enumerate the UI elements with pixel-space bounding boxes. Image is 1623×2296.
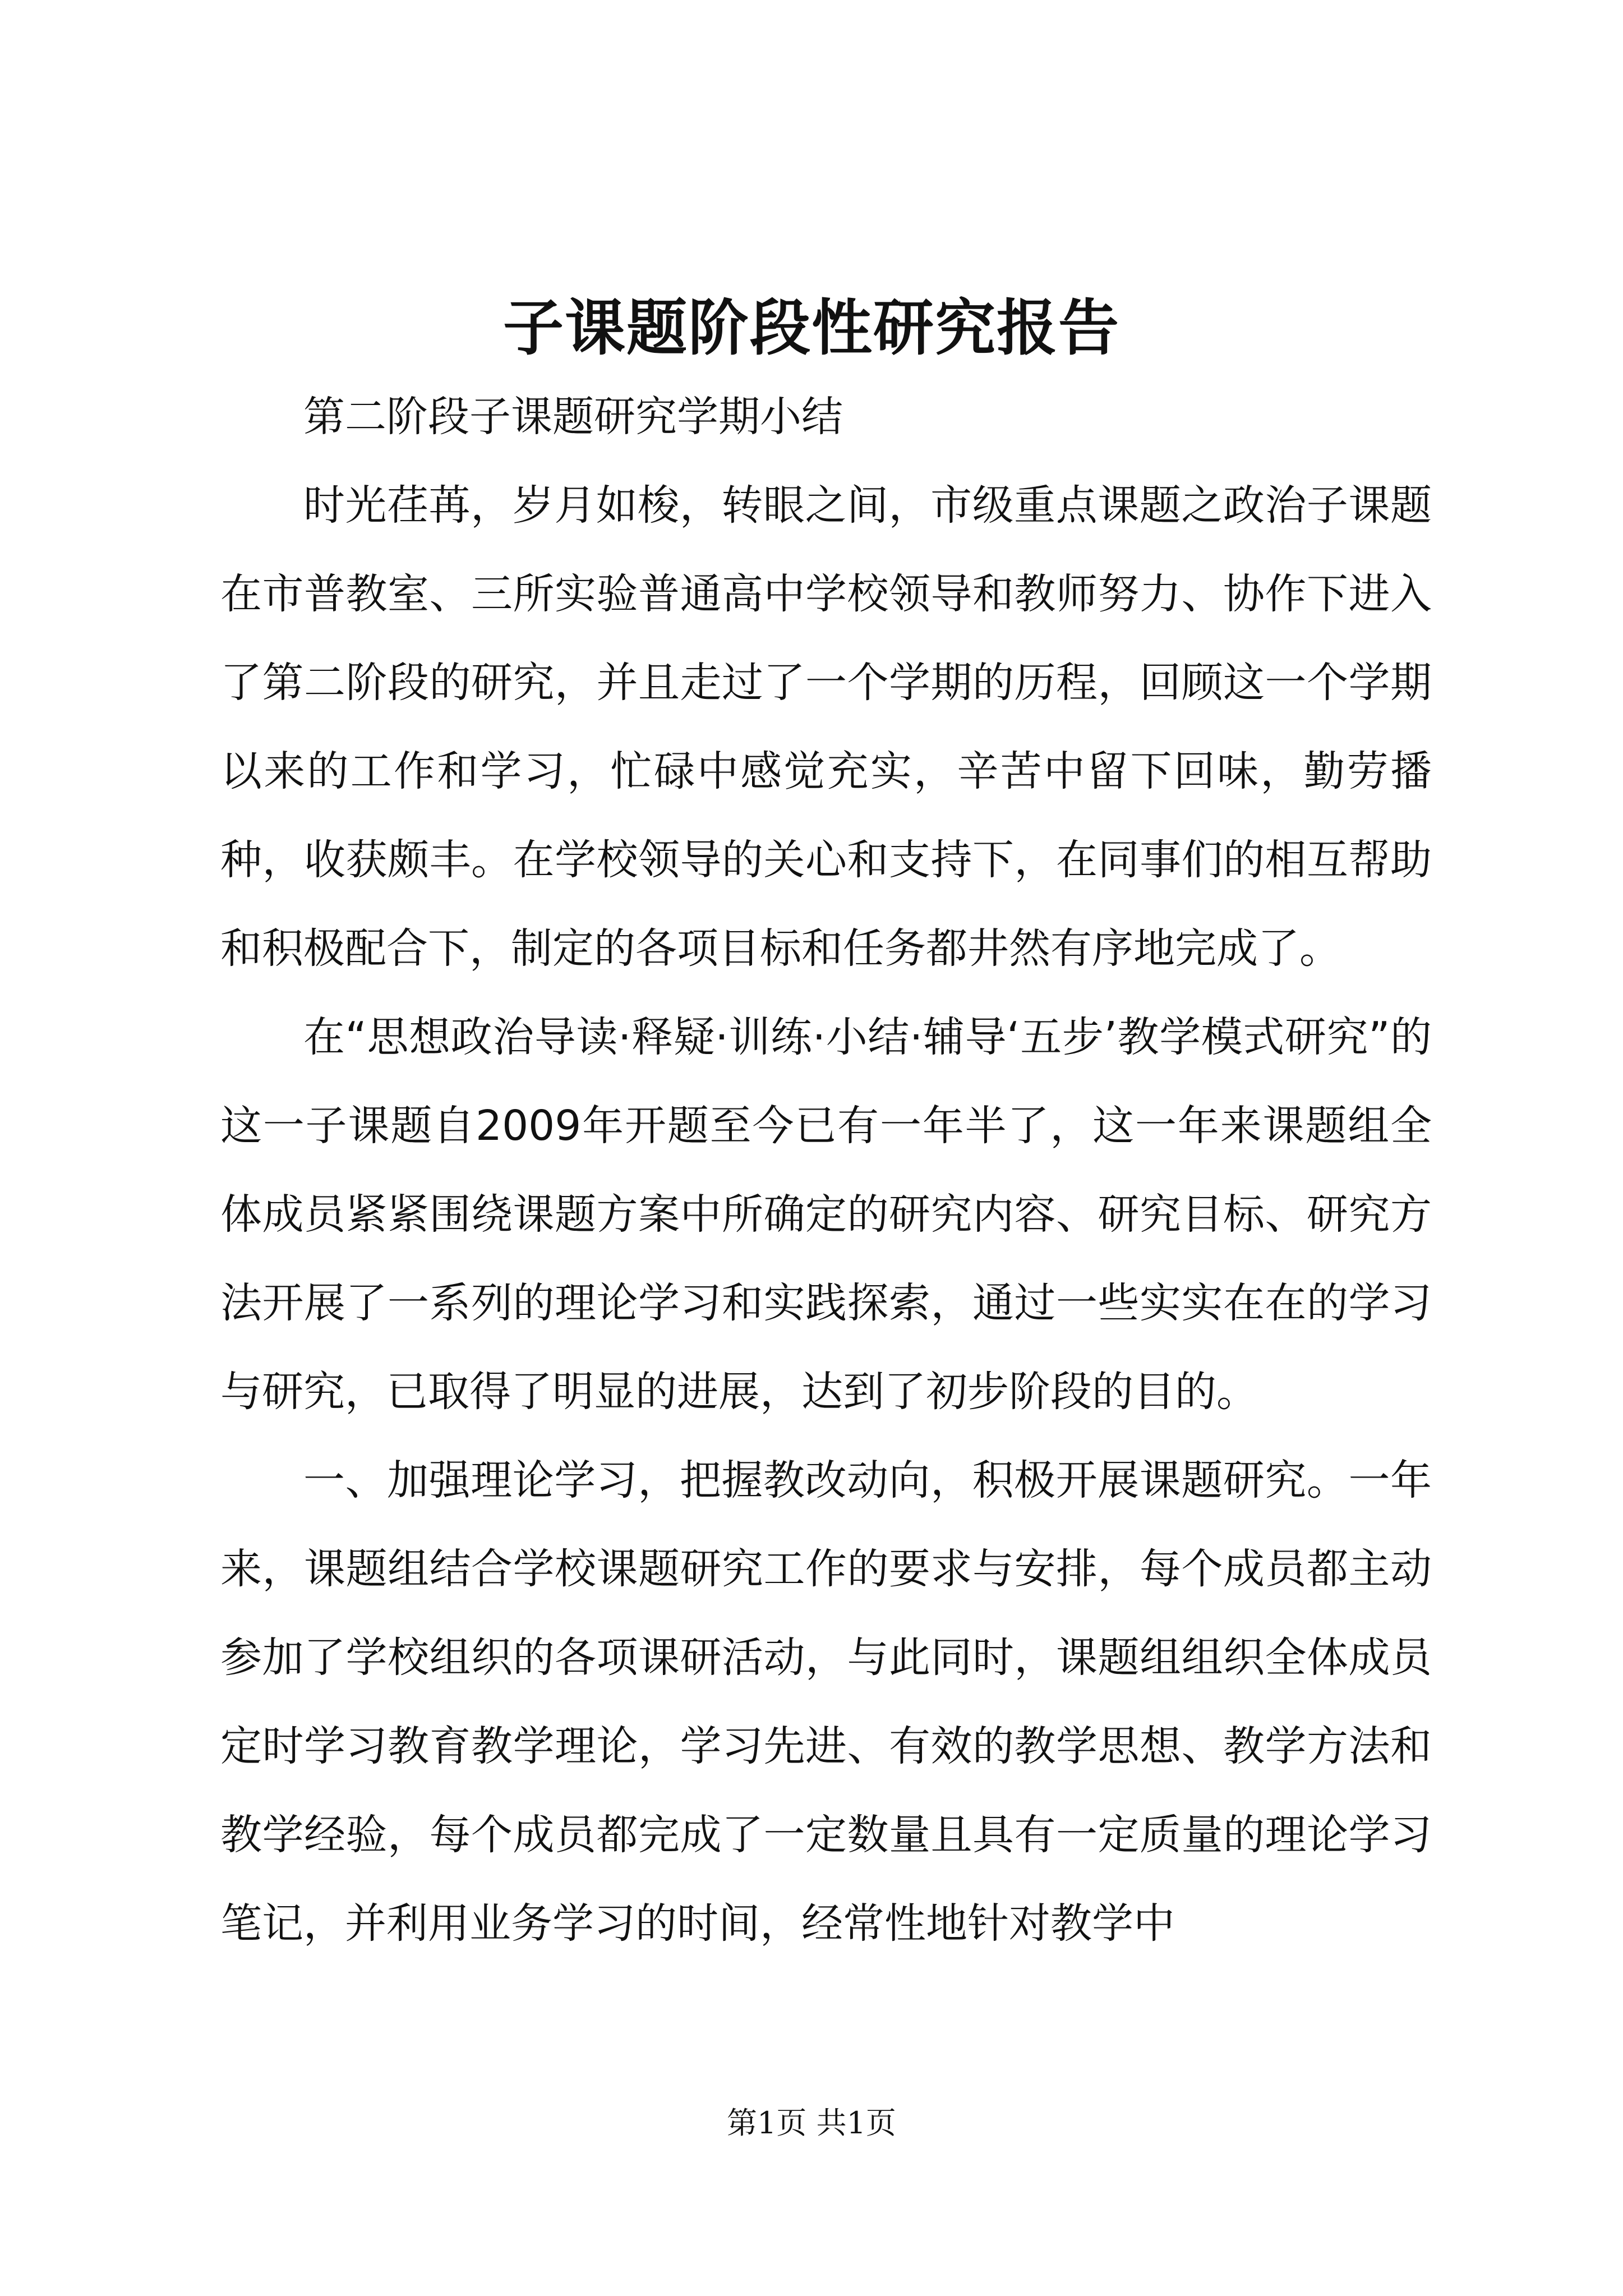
- document-body: [220, 372, 1432, 1968]
- document-title: 子课题阶段性研究报告: [502, 293, 1120, 364]
- paragraph: 时光荏苒，岁月如梭，转眼之间，市级重点课题之政治子课题在市普教室、三所实验普通高中学校领导和教师努力、协作下进入了第二阶段的研究，并且走过了一个学期的历程，回顾这一个学期以来的工作和学习，忙碌中感觉充实，辛苦中留下回味，勤劳播种，收获颇丰。在学校领导的关心和支持下，在同事们的相互帮助和积极配合下，制定的各项目标和任务都井然有序地完成了。: [220, 481, 1432, 973]
- paragraph: 在“思想政治导读·释疑·训练·小结·辅导‘五步’教学模式研究”的这一子课题自2009年开题至今已有一年半了，这一年来课题组全体成员紧紧围绕课题方案中所确定的研究内容、研究目标、研究方法开展了一系列的理论学习和实践探索，通过一些实实在在的学习与研究，已取得了明显的进展，达到了初步阶段的目的。: [220, 1013, 1432, 1416]
- paragraph: 一、加强理论学习，把握教改动向，积极开展课题研究。一年来，课题组结合学校课题研究工作的要求与安排，每个成员都主动参加了学校组织的各项课研活动，与此同时，课题组组织全体成员定时学习教育教学理论，学习先进、有效的教学思想、教学方法和教学经验，每个成员都完成了一定数量且具有一定质量的理论学习笔记，并利用业务学习的时间，经常性地针对教学中: [220, 1456, 1432, 1948]
- document-subtitle: 第二阶段子课题研究学期小结: [303, 393, 843, 441]
- page-footer: 第1页 共1页: [727, 2105, 896, 2141]
